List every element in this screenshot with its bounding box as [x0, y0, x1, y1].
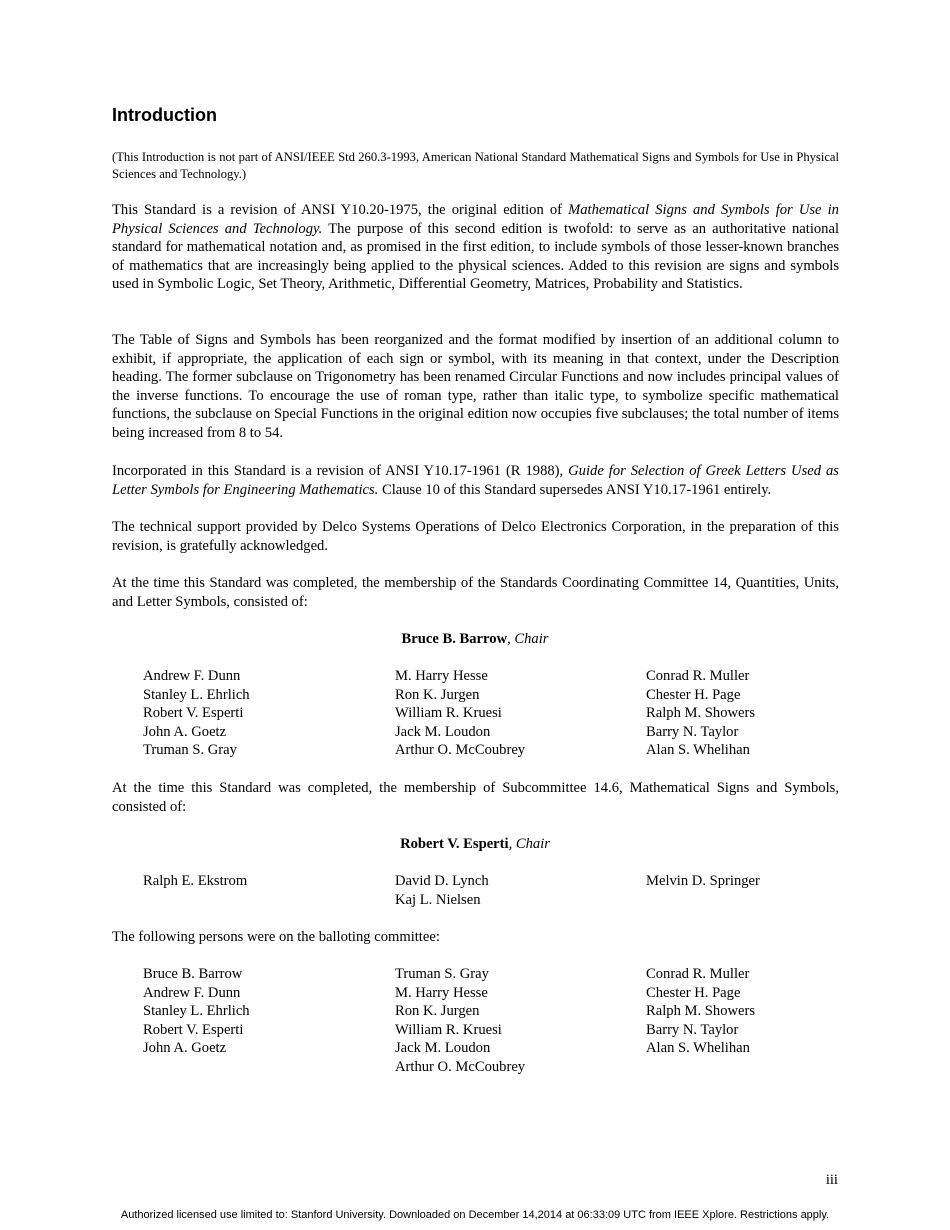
member-name: M. Harry Hesse — [395, 668, 488, 684]
subcommittee-list-column-1 — [143, 872, 247, 891]
member-name: John A. Goetz — [143, 723, 227, 740]
member-name: Truman S. Gray — [395, 966, 489, 982]
member-name: Ralph M. Showers — [646, 705, 756, 722]
member-name: David D. Lynch — [395, 873, 489, 889]
member-name: Melvin D. Springer — [646, 873, 760, 889]
member-name: Conrad R. Muller — [646, 966, 750, 982]
member-name: Robert V. Esperti — [143, 1021, 244, 1038]
member-name: Jack M. Loudon — [395, 1040, 491, 1057]
page-number: iii — [825, 1172, 838, 1188]
member-name: Bruce B. Barrow — [143, 966, 243, 982]
member-name: Truman S. Gray — [143, 742, 237, 759]
member-name: Ralph E. Ekstrom — [143, 873, 248, 889]
paragraph-acknowledgment: The technical support provided by Delco Systems Operations of Delco Electronics Corporation, in the preparation of this revision, is gratefully acknowledged. — [112, 519, 839, 554]
license-footer: Authorized licensed use limited to: Stanford University. Downloaded on December 14,2014 at 06:33:09 UTC from IEEE Xplore. Restrictions apply. — [120, 1209, 830, 1221]
member-name: Ron K. Jurgen — [395, 686, 480, 703]
paragraph-text: This Standard is a revision of ANSI Y10.20-1975, the original edition of — [112, 202, 569, 218]
member-name: Barry N. Taylor — [646, 1021, 739, 1038]
member-name: Chester H. Page — [646, 984, 741, 1001]
committee-chair — [0, 630, 950, 649]
member-list-column-3 — [646, 667, 755, 760]
chair-name: Robert V. Esperti — [400, 836, 509, 852]
chair-role: , Chair — [508, 836, 550, 852]
subcommittee-list-column-2 — [395, 872, 489, 909]
member-name: Andrew F. Dunn — [143, 668, 241, 684]
paragraph-revision — [112, 201, 839, 294]
member-name: Chester H. Page — [646, 686, 741, 703]
chair-name: Bruce B. Barrow — [401, 631, 508, 647]
paragraph-balloting: The following persons were on the balloting committee: — [112, 929, 440, 945]
member-name: Kaj L. Nielsen — [395, 891, 481, 908]
paragraph-table-changes: The Table of Signs and Symbols has been reorganized and the format modified by insertion of an additional column to exhibit, if appropriate, the application of each sign or symbol, with its meaning in that context, under the Description heading. The former subclause on Trigonometry has been renamed Circular Functions and now includes principal values of the inverse functions. To encourage the use of roman type, rather than italic type, to symbolize specific mathematical functions, the subclause on Special Functions in the original edition now occupies five subclauses; the total number of items being increased from 8 to 54. — [112, 332, 839, 441]
chair-role: , Chair — [507, 631, 549, 647]
title-reference: Guide for Selection of Greek Letters Used as Letter Symbols for Engineering Mathematics. — [112, 463, 839, 498]
member-name: Conrad R. Muller — [646, 668, 750, 684]
member-name: Stanley L. Ehrlich — [143, 686, 250, 703]
member-name: Robert V. Esperti — [143, 705, 244, 722]
member-name: Andrew F. Dunn — [143, 984, 241, 1001]
member-name: Arthur O. McCoubrey — [395, 1058, 526, 1075]
member-name: Alan S. Whelihan — [646, 742, 750, 759]
member-name: Ralph M. Showers — [646, 1003, 756, 1020]
member-name: Alan S. Whelihan — [646, 1040, 750, 1057]
member-name: Barry N. Taylor — [646, 723, 739, 740]
member-list-column-2 — [395, 667, 525, 760]
paragraph-greek-letters — [112, 462, 839, 499]
page-title: Introduction — [112, 105, 217, 125]
introduction-note: (This Introduction is not part of ANSI/IEEE Std 260.3-1993, American National Standard Mathematical Signs and Symbols for Use in Physical Sciences and Technology.) — [112, 150, 839, 181]
member-name: John A. Goetz — [143, 1040, 227, 1057]
paragraph-text: Clause 10 of this Standard supersedes ANSI Y10.17-1961 entirely. — [378, 481, 772, 498]
paragraph-text: Incorporated in this Standard is a revision of ANSI Y10.17-1961 (R 1988), — [112, 463, 569, 479]
member-name: Jack M. Loudon — [395, 723, 491, 740]
paragraph-scc14-membership: At the time this Standard was completed, the membership of the Standards Coordinating Committee 14, Quantities, Units, and Letter Symbols, consisted of: — [112, 575, 839, 610]
member-name: William R. Kruesi — [395, 705, 502, 722]
paragraph-subcommittee-membership: At the time this Standard was completed, the membership of Subcommittee 14.6, Mathematical Signs and Symbols, consisted of: — [112, 780, 839, 815]
title-reference: Mathematical Signs and Symbols for Use in Physical Sciences and Technology. — [112, 202, 839, 237]
balloting-list-column-1 — [143, 965, 250, 1058]
member-name: William R. Kruesi — [395, 1021, 502, 1038]
member-list-column-1 — [143, 667, 250, 760]
balloting-list-column-2 — [395, 965, 525, 1077]
subcommittee-list-column-3 — [646, 872, 760, 891]
member-name: Stanley L. Ehrlich — [143, 1003, 250, 1020]
paragraph-text: The purpose of this second edition is twofold: to serve as an authoritative national standard for mathematical notation and, as promised in the first edition, to include symbols of those lesser-known branches of mathematics that are increasingly being applied to the physical sciences. Added to this revision are signs and symbols used in Symbolic Logic, Set Theory, Arithmetic, Differential Geometry, Matrices, Probability and Statistics. — [112, 220, 839, 293]
balloting-list-column-3 — [646, 965, 755, 1058]
member-name: Arthur O. McCoubrey — [395, 742, 526, 759]
member-name: M. Harry Hesse — [395, 984, 488, 1001]
subcommittee-chair — [0, 835, 950, 854]
member-name: Ron K. Jurgen — [395, 1003, 480, 1020]
